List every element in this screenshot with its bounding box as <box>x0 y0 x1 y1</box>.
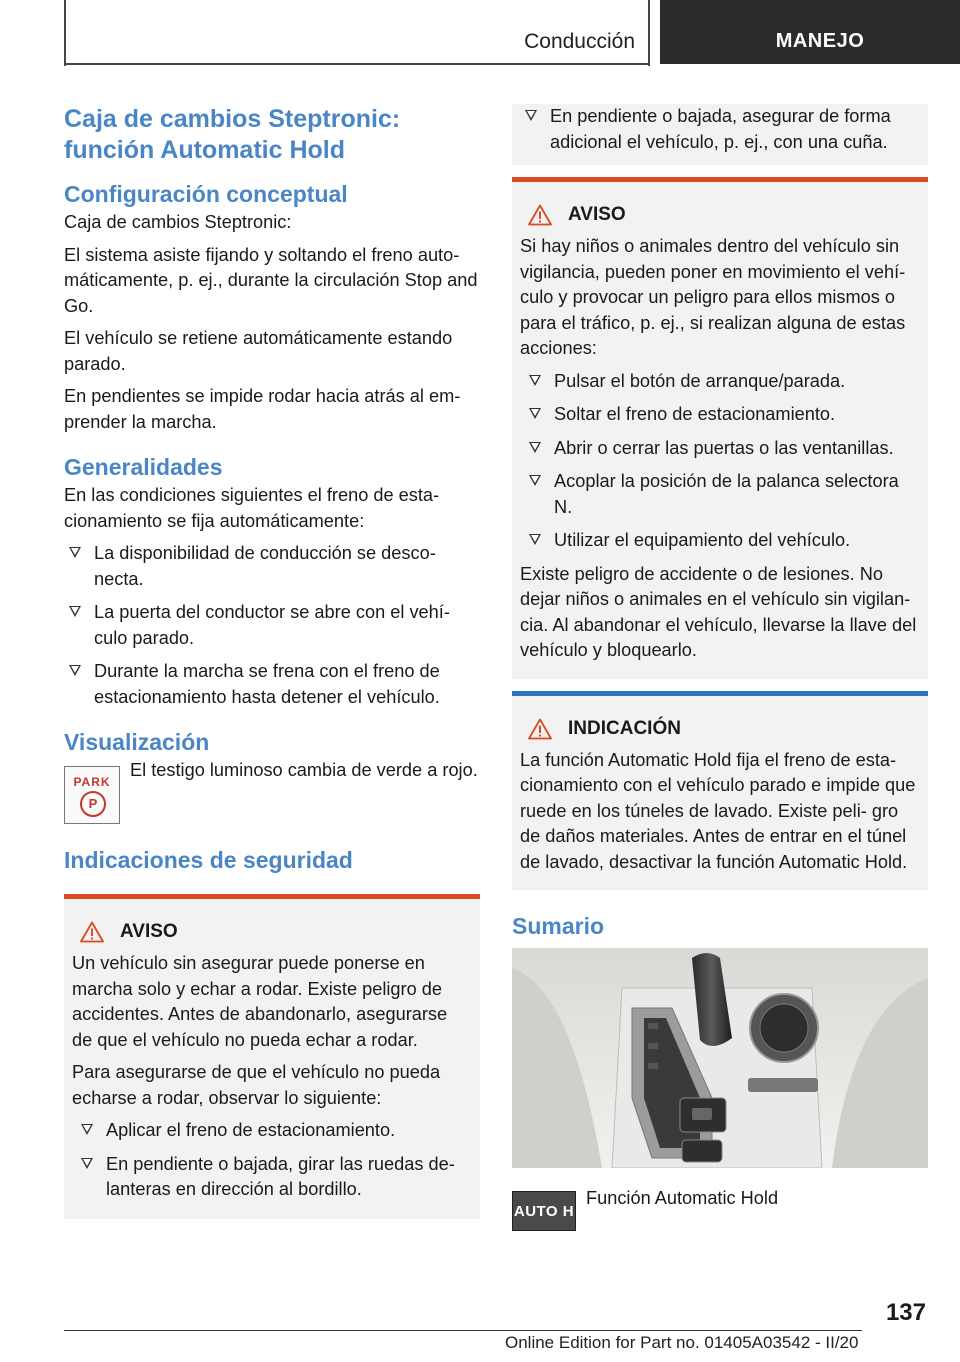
warning-box <box>512 177 928 679</box>
bullet-triangle-icon <box>81 1124 93 1135</box>
list-item <box>524 528 920 554</box>
caption-row <box>512 1186 928 1231</box>
warning-title-row <box>72 921 472 943</box>
page-title: Caja de cambios Steptronic: función Automatic Hold <box>64 105 401 164</box>
bullet-triangle-icon <box>69 606 81 617</box>
header-section-title: Conducción <box>524 30 635 53</box>
list-item-text: Aplicar el freno de estacionamiento. <box>106 1120 396 1140</box>
bullet-triangle-icon <box>529 408 541 419</box>
header-chapter-label: MANEJO <box>775 30 865 52</box>
center-console-photo <box>512 948 928 1168</box>
bullet-triangle-icon <box>529 534 541 545</box>
summary-heading: Sumario <box>512 913 605 939</box>
concept-paragraph-2: El sistema asiste fijando y soltando el freno auto‐ máticamente, p. ej., durante la circulación Stop and Go. <box>64 244 478 316</box>
warning-title: AVISO <box>568 204 626 225</box>
left-column <box>64 104 480 1219</box>
list-item <box>64 659 480 710</box>
list-item <box>520 104 920 155</box>
concept-paragraph-4: En pendientes se impide rodar hacia atrás al em‐ prender la marcha. <box>64 386 461 432</box>
list-item-text: Acoplar la posición de la palanca selectora N. <box>554 471 899 517</box>
bullet-triangle-icon <box>529 375 541 386</box>
bullet-triangle-icon <box>529 442 541 453</box>
right-column <box>512 104 928 1231</box>
list-item-text: Durante la marcha se frena con el freno de estacionamiento hasta detener el vehículo. <box>94 661 440 707</box>
safety-heading: Indicaciones de seguridad <box>64 847 353 873</box>
bullet-triangle-icon <box>525 110 537 121</box>
bullet-triangle-icon <box>69 665 81 676</box>
list-item-text: En pendiente o bajada, girar las ruedas de‐ lanteras en dirección al bordillo. <box>106 1153 455 1199</box>
footer-rule <box>64 1330 862 1331</box>
warning-paragraph-2: Existe peligro de accidente o de lesiones. No dejar niños o animales en el vehículo sin vigilan‐ cia. Al abandonar el vehículo, llevarse la llave del vehículo y bloquearlo. <box>520 563 917 660</box>
bullet-triangle-icon <box>529 475 541 486</box>
list-item <box>524 436 920 462</box>
warning-list <box>76 1118 472 1203</box>
list-item-text: Utilizar el equipamiento del vehículo. <box>554 530 851 550</box>
footer-edition: Online Edition for Part no. 01405A03542 - II/20 <box>505 1333 859 1352</box>
note-title: INDICACIÓN <box>568 717 681 739</box>
list-item-text: La puerta del conductor se abre con el vehí‐ culo parado. <box>94 602 450 648</box>
list-item <box>64 600 480 651</box>
header-divider <box>648 0 650 66</box>
list-item <box>64 541 480 592</box>
general-heading: Generalidades <box>64 454 223 480</box>
header-bottom-rule <box>64 63 650 65</box>
warning-triangle-icon <box>80 921 104 943</box>
note-box <box>512 691 928 891</box>
display-heading: Visualización <box>64 729 210 755</box>
note-paragraph: La función Automatic Hold fija el freno de esta‐ cionamiento con el vehículo parado e impide que ruede en los túneles de lavado. Existe peli‐ gro de daños materiales. Antes de entrar en el túnel de lavado, desactivar la función Automatic Hold. <box>520 749 916 872</box>
warning-paragraph-1: Un vehículo sin asegurar puede ponerse en marcha solo y echar a rodar. Existe peligro de accidentes. Antes de abandonarlo, asegurarse de que el vehículo no pueda echar a rodar. <box>72 953 448 1050</box>
warning-paragraph-1: Si hay niños o animales dentro del vehículo sin vigilancia, pueden poner en movimiento el vehí‐ culo y provocar un peligro para ellos mismos o para el tráfico, p. ej., si realizan alguna de estas acciones: <box>520 236 906 358</box>
list-item-text: Pulsar el botón de arranque/parada. <box>554 370 846 391</box>
list-item-text: En pendiente o bajada, asegurar de forma adicional el vehículo, p. ej., con una cuña. <box>550 106 891 152</box>
list-item-text: Soltar el freno de estacionamiento. <box>554 404 836 424</box>
warning-list <box>524 369 920 554</box>
auto-hold-button-icon: AUTO H <box>512 1191 576 1231</box>
list-item <box>524 469 920 520</box>
center-console-illustration <box>512 948 928 1168</box>
concept-paragraph-3: El vehículo se retiene automáticamente estando parado. <box>64 328 453 374</box>
list-item-text: La disponibilidad de conducción se desco‐ necta. <box>94 543 436 589</box>
header-left-rule <box>64 0 66 66</box>
warning-triangle-icon <box>528 718 552 740</box>
park-symbol: P <box>80 791 106 817</box>
warning-box <box>64 894 480 1219</box>
photo-caption: Función Automatic Hold <box>586 1188 779 1208</box>
warning-title-row <box>520 204 920 226</box>
park-label: PARK <box>73 775 111 789</box>
continued-list-box <box>512 104 928 165</box>
general-list <box>64 541 480 710</box>
note-title-row <box>520 718 920 740</box>
concept-paragraph-1: Caja de cambios Steptronic: <box>64 212 292 232</box>
page-number: 137 <box>885 1299 926 1326</box>
list-item <box>76 1152 472 1203</box>
warning-triangle-icon <box>528 204 552 226</box>
indicator-row <box>64 758 480 824</box>
display-text: El testigo luminoso cambia de verde a rojo. <box>130 760 478 780</box>
list-item <box>76 1118 472 1144</box>
list-item-text: Abrir o cerrar las puertas o las ventanillas. <box>554 437 894 458</box>
concept-heading: Configuración conceptual <box>64 181 348 207</box>
general-paragraph: En las condiciones siguientes el freno de esta‐ cionamiento se fija automáticamente: <box>64 485 440 531</box>
bullet-triangle-icon <box>81 1158 93 1169</box>
continued-list <box>520 104 920 155</box>
warning-paragraph-2: Para asegurarse de que el vehículo no pueda echarse a rodar, observar lo siguiente: <box>72 1062 441 1108</box>
header-chapter-tab[interactable] <box>660 0 960 64</box>
list-item <box>524 402 920 428</box>
list-item <box>524 369 920 395</box>
bullet-triangle-icon <box>69 547 81 558</box>
warning-title: AVISO <box>120 921 178 942</box>
park-brake-indicator-icon <box>64 766 120 824</box>
